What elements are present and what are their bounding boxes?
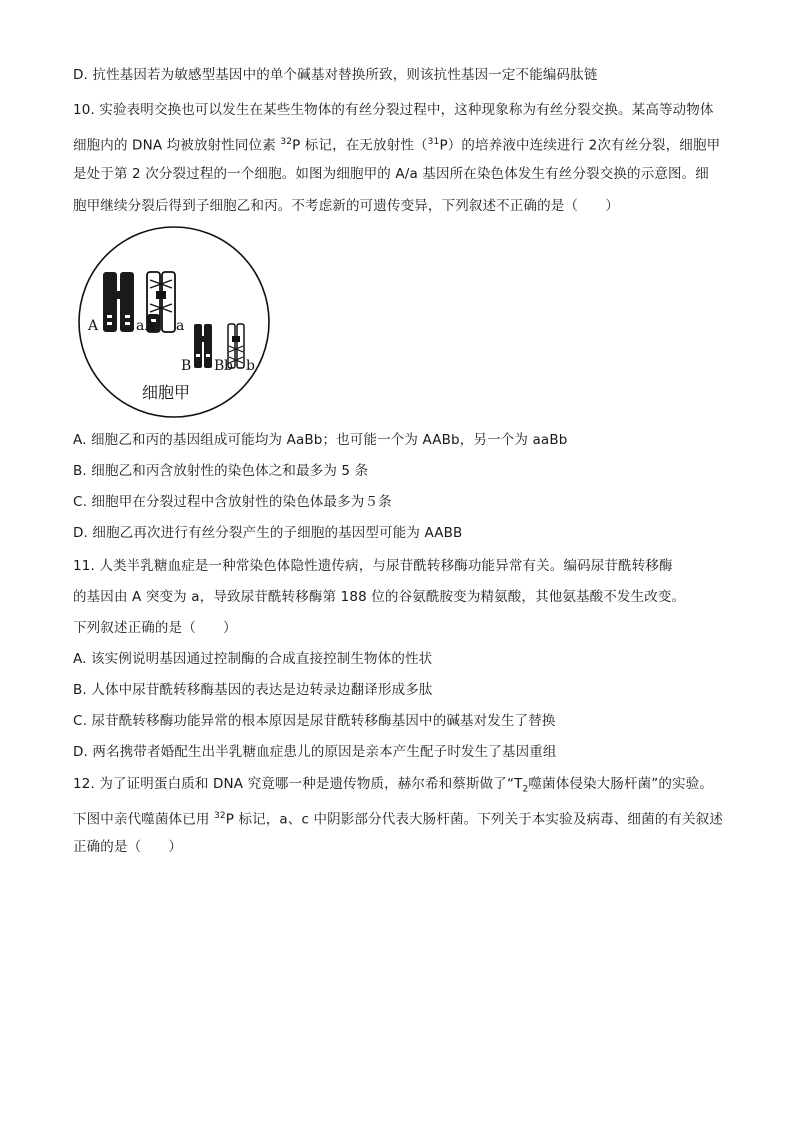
- gene-label-B-1: B: [181, 358, 192, 374]
- cell-caption: 细胞甲: [142, 383, 191, 402]
- q10-option-d: D. 细胞乙再次进行有丝分裂产生的子细胞的基因型可能为 AABB: [73, 525, 463, 541]
- q10-stem-line-3: 是处于第 2 次分裂过程的一个细胞。如图为细胞甲的 A/a 基因所在染色体发生有丝分裂交换的示意图。细: [73, 166, 709, 182]
- q11-option-d: D. 两名携带者婚配生出半乳糖血症患儿的原因是亲本产生配子时发生了基因重组: [73, 744, 557, 760]
- q11-option-b: B. 人体中尿苷酰转移酶基因的表达是边转录边翻译形成多肽: [73, 682, 433, 698]
- q10-stem-line-4: 胞甲继续分裂后得到子细胞乙和丙。不考虑新的可遗传变异，下列叙述不正确的是（ ）: [73, 198, 619, 214]
- q10-option-c: C. 细胞甲在分裂过程中含放射性的染色体最多为５条: [73, 494, 392, 510]
- gene-label-a-1: a: [136, 318, 145, 334]
- gene-label-A-2: A: [145, 318, 156, 334]
- gene-label-A-1: A: [88, 318, 99, 334]
- gene-label-b-1: b: [224, 358, 233, 374]
- cell-diagram: [76, 224, 272, 420]
- q10-option-b: B. 细胞乙和丙含放射性的染色体之和最多为 5 条: [73, 463, 369, 479]
- q12-stem-line-1: 12. 为了证明蛋白质和 DNA 究竟哪一种是遗传物质，赫尔希和蔡斯做了“$T_2$噬菌体侵染大肠杆菌”的实验。: [73, 776, 713, 795]
- q11-stem-line-3: 下列叙述正确的是（ ）: [73, 620, 237, 636]
- q10-stem-line-2: 细胞内的 DNA 均被放射性同位素 $^{32}$P 标记，在无放射性（$^{31}$P）的培养液中连续进行 2次有丝分裂，细胞甲: [73, 137, 721, 154]
- q10-option-a: A. 细胞乙和丙的基因组成可能均为 AaBb；也可能一个为 AABb，另一个为 aaBb: [73, 432, 568, 448]
- gene-label-a-2: a: [176, 318, 185, 334]
- gene-label-B-2: B: [214, 358, 225, 374]
- gene-label-b-2: b: [246, 358, 255, 374]
- q11-stem-line-1: 11. 人类半乳糖血症是一种常染色体隐性遗传病，与尿苷酰转移酶功能异常有关。编码尿苷酰转移酶: [73, 558, 673, 574]
- q10-stem-line-1: 10. 实验表明交换也可以发生在某些生物体的有丝分裂过程中，这种现象称为有丝分裂交换。某高等动物体: [73, 102, 714, 118]
- q12-stem-line-3: 正确的是（ ）: [73, 839, 183, 855]
- q9-option-d: D. 抗性基因若为敏感型基因中的单个碱基对替换所致，则该抗性基因一定不能编码肽链: [73, 67, 598, 83]
- q12-stem-line-2: 下图中亲代噬菌体已用 $^{32}$P 标记，a、c 中阴影部分代表大肠杆菌。下列关于本实验及病毒、细菌的有关叙述: [73, 811, 723, 828]
- q11-stem-line-2: 的基因由 A 突变为 a，导致尿苷酰转移酶第 188 位的谷氨酰胺变为精氨酸，其他氨基酸不发生改变。: [73, 589, 686, 605]
- q11-option-a: A. 该实例说明基因通过控制酶的合成直接控制生物体的性状: [73, 651, 433, 667]
- q11-option-c: C. 尿苷酰转移酶功能异常的根本原因是尿苷酰转移酶基因中的碱基对发生了替换: [73, 713, 556, 729]
